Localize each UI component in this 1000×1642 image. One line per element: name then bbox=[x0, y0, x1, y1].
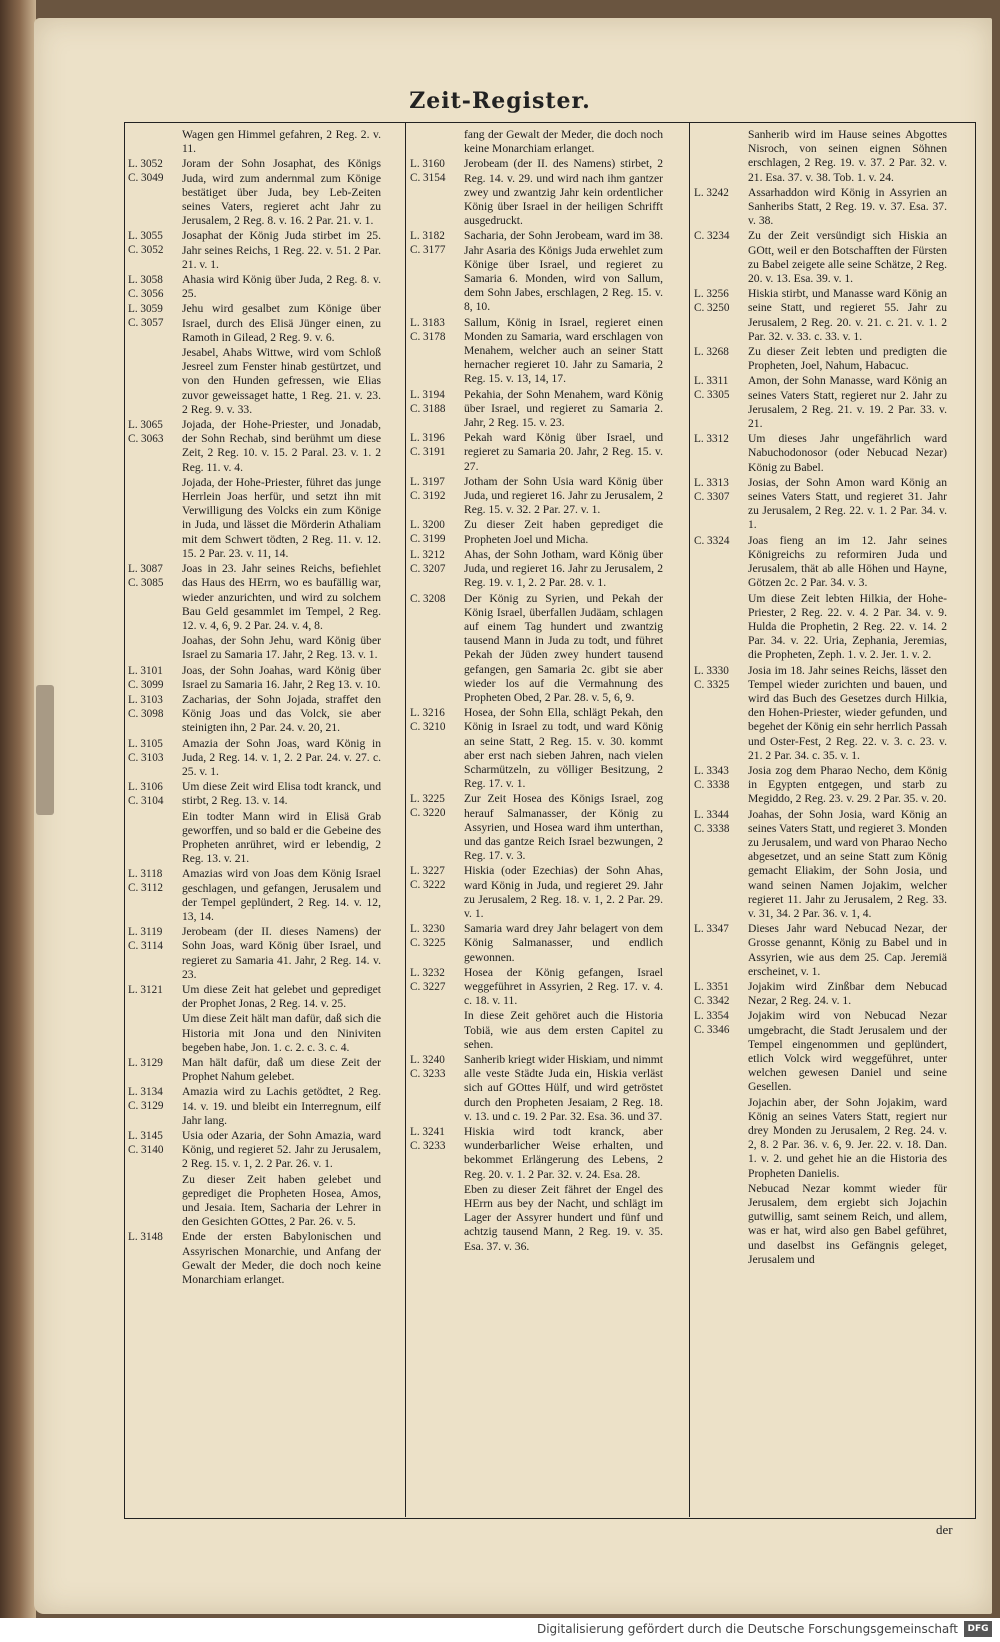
entry-text: Amazia wird zu Lachis getödtet, 2 Reg. 14. v. 19. und bleibt ein Interregnum, eilf Jahr lang. bbox=[182, 1085, 381, 1127]
page-title: Zeit-Register. bbox=[409, 88, 591, 114]
entry-text: Eben zu dieser Zeit fähret der Engel des HErrn aus bey der Nacht, und schlägt im Lager der Assyrer hundert und fünf und achtzig tausend Mann, 2 Reg. 19. v. 35. Esa. 37. v. 36. bbox=[464, 1182, 663, 1253]
entry-years bbox=[128, 1056, 182, 1084]
register-entry bbox=[410, 706, 665, 791]
register-entry bbox=[128, 229, 383, 272]
register-entry bbox=[694, 1096, 949, 1181]
entry-text: Hosea der König gefangen, Israel weggeführet in Assyrien, 2 Reg. 17. v. 4. c. 18. v. 11. bbox=[464, 965, 663, 1008]
register-entry bbox=[128, 810, 383, 867]
register-entry bbox=[128, 737, 383, 780]
year-label: C. 3222 bbox=[410, 879, 446, 892]
entry-years bbox=[694, 980, 748, 1008]
entry-years bbox=[128, 302, 182, 345]
register-entry bbox=[694, 1182, 949, 1267]
entry-years bbox=[128, 346, 182, 417]
entry-text: Pekah ward König über Israel, und regieret zu Samaria 20. Jahr, 2 Reg. 15. v. 27. bbox=[464, 431, 663, 473]
entry-years bbox=[410, 431, 464, 474]
entry-text: Usia oder Azaria, der Sohn Amazia, ward König, und regieret 52. Jahr zu Jerusalem, 2 Reg. 15. v. 1, 2. 2 Par. 26. v. 1. bbox=[182, 1129, 381, 1171]
entry-text: Pekahia, der Sohn Menahem, ward König über Israel, und regieret zu Samaria 2. Jahr, 2 Reg. 15. v. 23. bbox=[464, 387, 663, 430]
register-entry bbox=[128, 664, 383, 692]
year-label: C. 3305 bbox=[694, 389, 730, 402]
entry-years bbox=[694, 1009, 748, 1094]
year-label: C. 3140 bbox=[128, 1144, 164, 1157]
entry-text: Jehu wird gesalbet zum Könige über Israel, durch des Elisä Jünger einen, zu Ramoth in Gilead, 2 Reg. 9. v. 6. bbox=[182, 302, 381, 344]
entry-text: Um dieses Jahr ungefährlich ward Nabuchodonosor (oder Nebucad Nezar) König zu Babel. bbox=[748, 432, 947, 474]
entry-years bbox=[128, 810, 182, 867]
entry-years bbox=[694, 592, 748, 663]
entry-text: Sacharia, der Sohn Jerobeam, ward im 38. Jahr Asaria des Königs Juda erwehlet zum Könige über Israel, und regieret zu Samaria 6. Monden, wird von Sallum, dem Sohn Jabes, erschlagen, 2 Reg. 15. v. 8, 10. bbox=[464, 229, 663, 314]
register-entry bbox=[410, 1009, 665, 1052]
register-entry bbox=[410, 966, 665, 1009]
entry-text: Samaria ward drey Jahr belagert von dem König Salmanasser, und endlich gewonnen. bbox=[464, 922, 663, 964]
year-label: C. 3225 bbox=[410, 937, 446, 950]
entry-text: Dieses Jahr ward Nebucad Nezar, der Grosse genannt, König zu Babel und in Assyrien, wie aus dem 25. Cap. Jeremiä erscheinet, v. 1. bbox=[748, 922, 947, 978]
entry-text: Zu der Zeit versündigt sich Hiskia an GOtt, weil er den Botschafften der Fürsten zu Babel zeigete alle seine Schätze, 2 Reg. 20. v. 13. Esa. 39. v. 1. bbox=[748, 229, 947, 286]
entry-years bbox=[694, 808, 748, 922]
entry-text: Hiskia (oder Ezechias) der Sohn Ahas, ward König in Juda, und regieret 29. Jahr zu Jerusalem, 2 Reg. 18. v. 1, 2. 2 Par. 29. v. 1. bbox=[464, 864, 663, 920]
register-entry bbox=[410, 128, 665, 156]
year-label: L. 3344 bbox=[694, 808, 729, 821]
year-label: L. 3182 bbox=[410, 230, 445, 243]
year-label: L. 3240 bbox=[410, 1054, 445, 1066]
entry-text: Der König zu Syrien, und Pekah der König Israel, überfallen Judäam, schlagen auf einem Tag hundert und zwantzig tausend Mann in Juda zu todt, und führet Pekah der Jüden zwey hundert tausend gefangen, gen Samaria 2c. gibt sie aber wieder los auf die Vermahnung des Propheten Obed, 2 Par. 28. v. 5, 6, 9. bbox=[464, 591, 663, 704]
entry-text: Joram der Sohn Josaphat, des Königs Juda, wird zum andernmal zum Könige bestätiget über Juda, bey Leb-Zeiten seines Vaters, regieret acht Jahr zu Jerusalem, 2 Reg. 8. v. 16. 2 Par. 21. v. 1. bbox=[182, 157, 381, 228]
entry-text: Jojada, der Hohe-Priester, und Jonadab, der Sohn Rechab, sind berühmt um diese Zeit, 2 Reg. 10. v. 15. 2 Paral. 23. v. 1. 2 Reg. 11. v. 4. bbox=[182, 418, 381, 474]
entry-text: Hosea, der Sohn Ella, schlägt Pekah, den König in Israel zu todt, und ward König an seine Statt, 2 Reg. 15. v. 30. kommt aber erst nach sieben Jahren, nach vielen Scharmützeln, zu völliger Besitzung, 2 Reg. 17. v. 1. bbox=[464, 706, 663, 791]
entry-years bbox=[410, 706, 464, 791]
digitization-footer bbox=[0, 1618, 1000, 1642]
year-label: L. 3119 bbox=[128, 926, 163, 939]
year-label: C. 3057 bbox=[128, 317, 164, 330]
entry-text: Amazia der Sohn Joas, ward König in Juda, 2 Reg. 14. v. 1, 2. 2 Par. 24. v. 27. c. 25. v. 1. bbox=[182, 736, 381, 778]
entry-years bbox=[694, 922, 748, 979]
register-entry bbox=[128, 634, 383, 662]
year-label: C. 3338 bbox=[694, 778, 730, 791]
entry-text: Joas in 23. Jahr seines Reichs, befiehlet das Haus des HErrn, wo es baufällig war, wieder anzurichten, und wird zu solchem Bau Geld gesammlet im Tempel, 2 Reg. 12. v. 4, 6, 9. 2 Par. 24. v. 4, 8. bbox=[182, 562, 381, 632]
entry-years bbox=[410, 475, 464, 518]
year-label: L. 3311 bbox=[694, 375, 729, 388]
year-label: L. 3134 bbox=[128, 1086, 163, 1099]
entry-years bbox=[410, 128, 464, 156]
register-entry bbox=[128, 418, 383, 475]
year-label: L. 3313 bbox=[694, 476, 729, 489]
entry-years bbox=[410, 966, 464, 1009]
register-entry bbox=[128, 1012, 383, 1055]
year-label: L. 3196 bbox=[410, 432, 445, 445]
entry-text: Joahas, der Sohn Jehu, ward König über Israel zu Samaria 17. Jahr, 2 Reg. 13. v. 1. bbox=[182, 634, 381, 662]
entry-years bbox=[410, 1009, 464, 1052]
year-label: C. 3114 bbox=[128, 940, 164, 953]
register-entry bbox=[694, 287, 949, 344]
column-divider bbox=[689, 122, 690, 1517]
year-label: C. 3112 bbox=[128, 882, 164, 895]
register-entry bbox=[410, 388, 665, 431]
entry-text: Jotham der Sohn Usia ward König über Juda, und regieret 16. Jahr zu Jerusalem, 2 Reg. 15. v. 32. 2 Par. 27. v. 1. bbox=[464, 474, 663, 517]
year-label: L. 3194 bbox=[410, 388, 445, 401]
year-label: L. 3241 bbox=[410, 1126, 445, 1139]
register-entry bbox=[694, 186, 949, 229]
year-label: C. 3191 bbox=[410, 446, 446, 459]
year-label: L. 3105 bbox=[128, 737, 163, 750]
year-label: L. 3129 bbox=[128, 1057, 163, 1069]
entry-text: Zu dieser Zeit lebten und predigten die Propheten, Joel, Nahum, Habacuc. bbox=[748, 345, 947, 373]
entry-text: Zu dieser Zeit haben gelebet und geprediget die Propheten Hosea, Amos, und Jesaia. Item, Sacharia der Lehrer in den Gesichten GOttes, 2 Par. 26. v. 5. bbox=[182, 1172, 381, 1229]
entry-years bbox=[410, 592, 464, 706]
year-label: C. 3098 bbox=[128, 707, 164, 720]
register-entry bbox=[410, 548, 665, 591]
entry-text: Zur Zeit Hosea des Königs Israel, zog herauf Salmanasser, der König zu Assyrien, und Hosea ward ihm unterthan, und das gantze Reich Israel bezwungen, 2 Reg. 17. v. 3. bbox=[464, 792, 663, 863]
register-entry bbox=[128, 562, 383, 633]
entry-years bbox=[410, 388, 464, 431]
entry-text: Assarhaddon wird König in Assyrien an Sanheribs Statt, 2 Reg. 19. v. 37. Esa. 37. v. 38. bbox=[748, 185, 947, 228]
year-label: C. 3207 bbox=[410, 562, 446, 575]
entry-years bbox=[128, 693, 182, 736]
year-label: C. 3346 bbox=[694, 1024, 730, 1037]
register-entry bbox=[694, 432, 949, 475]
register-entry bbox=[410, 1125, 665, 1182]
year-label: L. 3055 bbox=[128, 230, 163, 243]
year-label: C. 3056 bbox=[128, 288, 164, 301]
entry-years bbox=[128, 925, 182, 982]
entry-years bbox=[694, 432, 748, 475]
entry-years bbox=[694, 374, 748, 431]
year-label: C. 3192 bbox=[410, 489, 446, 502]
register-entry bbox=[128, 1056, 383, 1084]
register-entry bbox=[410, 592, 665, 706]
year-label: L. 3230 bbox=[410, 923, 445, 936]
year-label: C. 3177 bbox=[410, 244, 446, 257]
year-label: C. 3188 bbox=[410, 402, 446, 415]
year-label: C. 3099 bbox=[128, 678, 164, 691]
year-label: L. 3351 bbox=[694, 980, 729, 993]
year-label: L. 3242 bbox=[694, 186, 729, 199]
register-entry bbox=[410, 1183, 665, 1254]
entry-years bbox=[694, 186, 748, 229]
entry-years bbox=[410, 316, 464, 387]
entry-text: Um diese Zeit wird Elisa todt kranck, und stirbt, 2 Reg. 13. v. 14. bbox=[182, 780, 381, 808]
entry-text: Ahas, der Sohn Jotham, ward König über Juda, und regieret 16. Jahr zu Jerusalem, 2 Reg. 19. v. 1, 2. 2 Par. 28. v. 1. bbox=[464, 547, 663, 590]
entry-years bbox=[128, 1129, 182, 1172]
register-entry bbox=[128, 128, 383, 156]
year-label: L. 3197 bbox=[410, 475, 445, 488]
entry-text: Joas fieng an im 12. Jahr seines Königreichs zu reformiren Juda und Jerusalem, thät ab alle Höhen und Hayne, Götzen 2c. 2 Par. 34. v. 3. bbox=[748, 533, 947, 590]
year-label: L. 3160 bbox=[410, 158, 445, 171]
year-label: C. 3052 bbox=[128, 244, 164, 257]
register-entry bbox=[410, 792, 665, 863]
book-spine bbox=[0, 0, 36, 1642]
entry-text: Amon, der Sohn Manasse, ward König an seines Vaters Statt, regieret nur 2. Jahr zu Jerusalem, 2 Reg. 21. v. 19. 2 Par. 33. v. 21. bbox=[748, 374, 947, 431]
entry-text: Wagen gen Himmel gefahren, 2 Reg. 2. v. 11. bbox=[182, 128, 381, 156]
entry-text: Jerobeam (der II. dieses Namens) der Sohn Joas, ward König über Israel, und regieret zu Samaria 41. Jahr, 2 Reg. 14. v. 23. bbox=[182, 925, 381, 981]
entry-years bbox=[410, 548, 464, 591]
register-entry bbox=[410, 518, 665, 546]
year-label: C. 3233 bbox=[410, 1068, 446, 1080]
column-divider bbox=[405, 122, 406, 1517]
entry-years bbox=[128, 229, 182, 272]
entry-years bbox=[128, 983, 182, 1011]
register-entry bbox=[694, 345, 949, 373]
register-entry bbox=[694, 808, 949, 922]
entry-years bbox=[410, 922, 464, 965]
entry-years bbox=[410, 157, 464, 228]
entry-years bbox=[410, 864, 464, 921]
year-label: L. 3121 bbox=[128, 983, 163, 996]
entry-text: Josias, der Sohn Amon ward König an seines Vaters Statt, und regieret 31. Jahr zu Jerusalem, 2 Reg. 22. v. 1. 2 Par. 34. v. 1. bbox=[748, 475, 947, 532]
entry-years bbox=[128, 273, 182, 301]
entry-years bbox=[128, 157, 182, 228]
year-label: C. 3210 bbox=[410, 721, 446, 734]
year-label: L. 3118 bbox=[128, 868, 163, 881]
year-label: L. 3106 bbox=[128, 781, 163, 794]
entry-years bbox=[694, 534, 748, 591]
register-entry bbox=[410, 316, 665, 387]
entry-text: Sallum, König in Israel, regieret einen Monden zu Samaria, ward erschlagen von Menahem, welcher auch an seiner Statt hernacher regieret 10. Jahr zu Samaria, 2 Reg. 15. v. 13, 14, 17. bbox=[464, 315, 663, 386]
year-label: L. 3330 bbox=[694, 664, 729, 677]
entry-text: Um diese Zeit hat gelebet und geprediget der Prophet Jonas, 2 Reg. 14. v. 25. bbox=[182, 982, 381, 1011]
register-entry bbox=[694, 592, 949, 663]
year-label: L. 3087 bbox=[128, 563, 163, 576]
year-label: L. 3148 bbox=[128, 1231, 163, 1244]
entry-years bbox=[410, 1053, 464, 1124]
year-label: L. 3101 bbox=[128, 664, 163, 677]
entry-years bbox=[410, 229, 464, 314]
register-entry bbox=[410, 157, 665, 228]
entry-years bbox=[128, 1012, 182, 1055]
entry-text: Um diese Zeit lebten Hilkia, der Hohe-Priester, 2 Reg. 22. v. 4. 2 Par. 34. v. 9. Hulda die Prophetin, 2 Reg. 22. v. 14. 2 Par. 34. v. 22. Uria, Zephania, Jeremias, die Propheten, Zeph. 1. v. 2. Jer. 1. v. 2. bbox=[748, 591, 947, 662]
entry-text: Zu dieser Zeit haben geprediget die Propheten Joel und Micha. bbox=[464, 518, 663, 546]
entry-years bbox=[410, 792, 464, 863]
entry-years bbox=[128, 562, 182, 633]
entry-text: Jesabel, Ahabs Wittwe, wird vom Schloß Jesreel zum Fenster hinab gestürtzet, und von den Hunden gefressen, wie Elias zuvor geweissaget hatte, 1 Reg. 21. v. 23. 2 Reg. 9. v. 33. bbox=[182, 346, 381, 416]
year-label: C. 3338 bbox=[694, 822, 730, 835]
year-label: C. 3307 bbox=[694, 490, 730, 503]
register-entry bbox=[410, 1053, 665, 1124]
year-label: C. 3129 bbox=[128, 1100, 164, 1113]
entry-text: Joahas, der Sohn Josia, ward König an seines Vaters Statt, und regieret 3. Monden zu Jerusalem, und ward von Pharao Necho abgesetzet, und an seine Statt zum König gemacht Eliakim, der Sohn Josia, und wand seinen Namen Jojakim, welcher regieret 11. Jahr zu Jerusalem, 2 Reg. 33. v. 31, 34. 2 Par. 36. v. 1, 4. bbox=[748, 807, 947, 920]
entry-years bbox=[694, 476, 748, 533]
register-entry bbox=[694, 664, 949, 763]
year-label: L. 3183 bbox=[410, 316, 445, 329]
entry-text: Ahasia wird König über Juda, 2 Reg. 8. v. 25. bbox=[182, 273, 381, 301]
register-entry bbox=[410, 431, 665, 474]
entry-text: In diese Zeit gehöret auch die Historia Tobiä, wie aus dem ersten Capitel zu sehen. bbox=[464, 1009, 663, 1051]
entry-years bbox=[694, 287, 748, 344]
register-entry bbox=[410, 922, 665, 965]
entry-text: Nebucad Nezar kommt wieder für Jerusalem, dem ergiebt sich Jojachin gutwillig, samt seinem Reich, und allem, was er hat, wird also gen Babel geführet, und daselbst ins Gefängnis geleget, Jerusalem und bbox=[748, 1181, 947, 1266]
entry-years bbox=[410, 1125, 464, 1182]
dfg-logo: DFG bbox=[964, 1621, 992, 1637]
register-entry bbox=[694, 922, 949, 979]
year-label: L. 3052 bbox=[128, 158, 163, 171]
register-column-3 bbox=[694, 128, 949, 1508]
year-label: C. 3104 bbox=[128, 795, 164, 808]
register-entry bbox=[694, 128, 949, 185]
page-clip bbox=[36, 685, 54, 815]
year-label: C. 3154 bbox=[410, 172, 446, 185]
entry-text: Ende der ersten Babylonischen und Assyrischen Monarchie, und Anfang der Gewalt der Meder, die doch noch keine Monarchiam erlanget. bbox=[182, 1230, 381, 1287]
year-label: L. 3256 bbox=[694, 288, 729, 301]
year-label: C. 3342 bbox=[694, 994, 730, 1007]
entry-text: Josia zog dem Pharao Necho, dem König in Egypten entgegen, und starb zu Megiddo, 2 Reg. 23. v. 29. 2 Par. 35. v. 20. bbox=[748, 763, 947, 806]
year-label: C. 3103 bbox=[128, 751, 164, 764]
year-label: L. 3225 bbox=[410, 793, 445, 806]
year-label: L. 3343 bbox=[694, 764, 729, 777]
year-label: C. 3208 bbox=[410, 592, 446, 605]
entry-text: fang der Gewalt der Meder, die doch noch keine Monarchiam erlanget. bbox=[464, 128, 663, 156]
register-entry bbox=[128, 1173, 383, 1230]
register-entry bbox=[128, 1230, 383, 1287]
year-label: L. 3065 bbox=[128, 419, 163, 432]
year-label: C. 3220 bbox=[410, 807, 446, 820]
register-column-2 bbox=[410, 128, 665, 1508]
year-label: C. 3234 bbox=[694, 230, 730, 243]
register-entry bbox=[128, 302, 383, 345]
entry-text: Um diese Zeit hält man dafür, daß sich die Historia mit Jona und den Niniviten begeben habe, Jon. 1. c. 2. c. 3. c. 4. bbox=[182, 1012, 381, 1054]
entry-text: Jerobeam (der II. des Namens) stirbet, 2 Reg. 14. v. 29. und wird nach ihm gantzer zwey und zwantzig Jahr kein ordentlicher König über Israel in der heiligen Schrifft ausgedruckt. bbox=[464, 157, 663, 228]
entry-text: Joas, der Sohn Joahas, ward König über Israel zu Samaria 16. Jahr, 2 Reg 13. v. 10. bbox=[182, 663, 381, 691]
year-label: L. 3216 bbox=[410, 707, 445, 720]
register-entry bbox=[694, 980, 949, 1008]
register-column-1 bbox=[128, 128, 383, 1508]
entry-years bbox=[128, 1230, 182, 1287]
entry-years bbox=[128, 1085, 182, 1128]
entry-text: Hiskia wird todt kranck, aber wunderbarlicher Weise erhalten, und bekommet Erlängerung des Lebens, 2 Reg. 20. v. 1. 2 Par. 32. v. 24. Esa. 28. bbox=[464, 1125, 663, 1181]
entry-years bbox=[694, 345, 748, 373]
entry-text: Ein todter Mann wird in Elisä Grab geworffen, und so bald er die Gebeine des Propheten anrühret, wird er lebendig, 2 Reg. 13. v. 21. bbox=[182, 809, 381, 866]
entry-years bbox=[694, 764, 748, 807]
entry-text: Josia im 18. Jahr seines Reichs, lässet den Tempel wieder zurichten und bauen, und wird das Buch des Gesetzes durch Hilkia, den Hohen-Priester, wieder gefunden, und begehet der König ein sehr herrlich Passah und Oster-Fest, 2 Reg. 22. v. 3. c. 23. v. 21. 2 Par. 34. c. 35. v. 1. bbox=[748, 663, 947, 762]
register-entry bbox=[128, 693, 383, 736]
year-label: C. 3085 bbox=[128, 577, 164, 590]
year-label: L. 3232 bbox=[410, 966, 445, 979]
year-label: L. 3312 bbox=[694, 433, 729, 446]
footer-text: Digitalisierung gefördert durch die Deutsche Forschungsgemeinschaft bbox=[536, 1622, 958, 1636]
entry-text: Zacharias, der Sohn Jojada, straffet den König Joas und das Volck, sie aber steinigten ihn, 2 Par. 24. v. 20, 21. bbox=[182, 692, 381, 735]
year-label: L. 3354 bbox=[694, 1010, 729, 1023]
catchword: der bbox=[936, 1522, 953, 1537]
register-entry bbox=[128, 346, 383, 417]
register-entry bbox=[694, 1009, 949, 1094]
year-label: L. 3058 bbox=[128, 274, 163, 287]
year-label: C. 3178 bbox=[410, 330, 446, 343]
register-entry bbox=[694, 476, 949, 533]
register-entry bbox=[128, 1085, 383, 1128]
register-entry bbox=[128, 273, 383, 301]
register-entry bbox=[128, 476, 383, 561]
year-label: L. 3347 bbox=[694, 923, 729, 936]
register-entry bbox=[694, 374, 949, 431]
entry-years bbox=[128, 128, 182, 156]
year-label: L. 3103 bbox=[128, 693, 163, 706]
year-label: C. 3250 bbox=[694, 302, 730, 315]
entry-text: Jojada, der Hohe-Priester, führet das junge Herrlein Joas herfür, und setzt ihn mit Verwilligung des Volcks ein zum Könige in Juda, und lässet die Mörderin Athaliam mit dem Schwert tödten, 2 Reg. 11. v. 12. 15. 2 Par. 23. v. 11, 14. bbox=[182, 475, 381, 560]
entry-years bbox=[694, 664, 748, 763]
year-label: C. 3325 bbox=[694, 678, 730, 691]
entry-text: Hiskia stirbt, und Manasse ward König an seine Statt, und regieret 55. Jahr zu Jerusalem, 2 Reg. 20. v. 21. c. 21. v. 1. 2 Par. 32. v. 33. c. 33. v. 1. bbox=[748, 287, 947, 343]
entry-years bbox=[410, 1183, 464, 1254]
year-label: C. 3324 bbox=[694, 534, 730, 547]
year-label: C. 3049 bbox=[128, 172, 164, 185]
entry-text: Man hält dafür, daß um diese Zeit der Prophet Nahum gelebet. bbox=[182, 1056, 381, 1084]
entry-years bbox=[694, 1096, 748, 1181]
register-entry bbox=[410, 229, 665, 314]
register-entry bbox=[128, 925, 383, 982]
entry-text: Sanherib kriegt wider Hiskiam, und nimmt alle veste Städte Juda ein, Hiskia verläst sich auf GOttes Hülf, und wird getröstet durch den Propheten Jesaiam, 2 Reg. 18. v. 13. und c. 19. 2 Par. 32. Esa. 36. und 37. bbox=[464, 1053, 663, 1123]
entry-text: Amazias wird von Joas dem König Israel geschlagen, und gefangen, Jerusalem und der Tempel geplündert, 2 Reg. 14. v. 12, 13, 14. bbox=[182, 867, 381, 923]
register-entry bbox=[410, 475, 665, 518]
entry-years bbox=[128, 737, 182, 780]
entry-text: Sanherib wird im Hause seines Abgottes Nisroch, von seinen eignen Söhnen erschlagen, 2 Reg. 19. v. 37. 2 Par. 32. v. 21. Esa. 37. v. 38. Tob. 1. v. 24. bbox=[748, 128, 947, 184]
entry-years bbox=[128, 664, 182, 692]
year-label: L. 3059 bbox=[128, 303, 163, 316]
register-entry bbox=[128, 867, 383, 924]
entry-text: Jojakim wird Zinßbar dem Nebucad Nezar, 2 Reg. 24. v. 1. bbox=[748, 979, 947, 1008]
year-label: L. 3145 bbox=[128, 1130, 163, 1143]
entry-years bbox=[128, 780, 182, 808]
year-label: C. 3233 bbox=[410, 1140, 446, 1153]
entry-years bbox=[128, 867, 182, 924]
entry-text: Jojakim wird von Nebucad Nezar umgebracht, die Stadt Jerusalem und der Tempel eingenommen und geplündert, etlich Volck wird weggeführet, unter welchen gewesen Daniel und seine Gesellen. bbox=[748, 1009, 947, 1094]
entry-years bbox=[410, 518, 464, 546]
register-entry bbox=[128, 983, 383, 1011]
entry-text: Josaphat der König Juda stirbet im 25. Jahr seines Reichs, 1 Reg. 22. v. 51. 2 Par. 21. v. 1. bbox=[182, 229, 381, 271]
year-label: C. 3063 bbox=[128, 433, 164, 446]
year-label: L. 3227 bbox=[410, 865, 445, 878]
year-label: L. 3200 bbox=[410, 519, 445, 532]
register-entry bbox=[128, 157, 383, 228]
register-entry bbox=[410, 864, 665, 921]
entry-years bbox=[128, 476, 182, 561]
year-label: C. 3199 bbox=[410, 533, 446, 546]
entry-years bbox=[128, 634, 182, 662]
register-entry bbox=[128, 780, 383, 808]
year-label: L. 3268 bbox=[694, 346, 729, 359]
entry-years bbox=[128, 418, 182, 475]
entry-years bbox=[694, 229, 748, 286]
register-entry bbox=[694, 534, 949, 591]
register-entry bbox=[694, 764, 949, 807]
entry-years bbox=[128, 1173, 182, 1230]
entry-years bbox=[694, 1182, 748, 1267]
year-label: C. 3227 bbox=[410, 980, 446, 993]
register-entry bbox=[128, 1129, 383, 1172]
register-entry bbox=[694, 229, 949, 286]
year-label: L. 3212 bbox=[410, 548, 445, 561]
entry-text: Jojachin aber, der Sohn Jojakim, ward König an seines Vaters Statt, regiert nur drey Monden zu Jerusalem, 2 Reg. 24. v. 2, 8. 2 Par. 36. v. 6, 9. Jer. 22. v. 18. Dan. 1. v. 2. und gehet hie an die Historia des Propheten Danielis. bbox=[748, 1095, 947, 1180]
entry-years bbox=[694, 128, 748, 185]
